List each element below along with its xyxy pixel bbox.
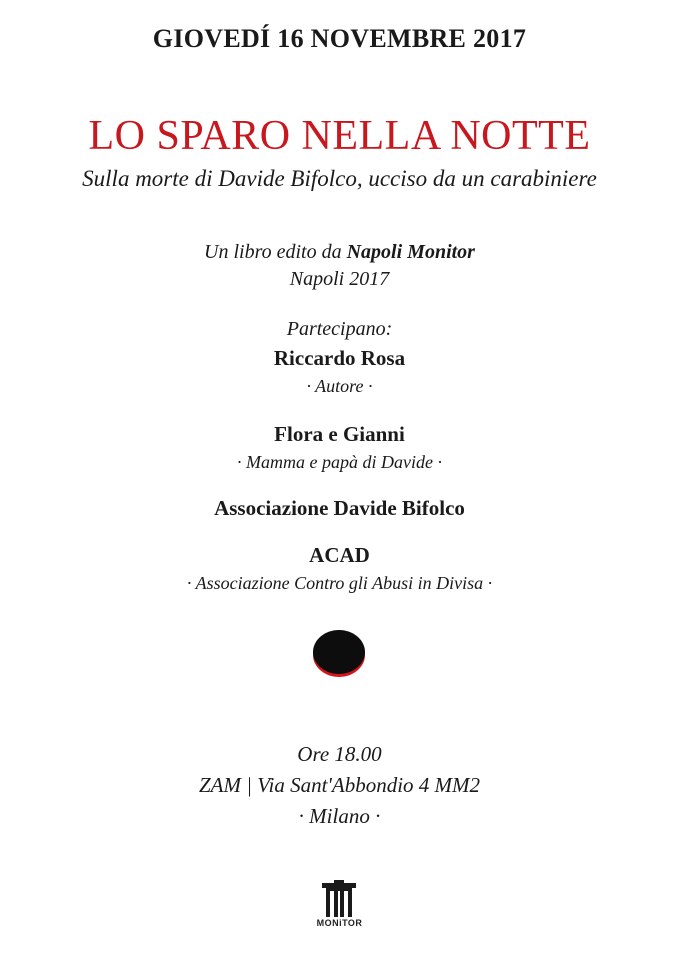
- publisher-name: Napoli Monitor: [346, 241, 475, 263]
- bullet-hole-icon: [311, 628, 367, 678]
- participant-name: Associazione Davide Bifolco: [214, 496, 465, 520]
- participant-name: Riccardo Rosa: [273, 346, 406, 370]
- participant-role: · Mamma e papà di Davide ·: [237, 452, 442, 472]
- participants-label: Partecipano:: [286, 318, 393, 340]
- event-time: Ore 18.00: [297, 742, 382, 766]
- participant-name: Flora e Gianni: [274, 422, 405, 446]
- book-prefix: Un libro edito da: [204, 241, 347, 263]
- participant-role: · Autore ·: [306, 376, 373, 396]
- book-publisher-line: [0, 241, 679, 264]
- logo-text: MONiTOR: [316, 918, 363, 928]
- page-title: LO SPARO NELLA NOTTE: [88, 113, 591, 159]
- book-place-year: Napoli 2017: [289, 268, 390, 290]
- participant-name: ACAD: [309, 543, 370, 567]
- event-venue: ZAM | Via Sant'Abbondio 4 MM2: [198, 773, 481, 797]
- participant-role: · Associazione Contro gli Abusi in Divisa ·: [186, 573, 493, 593]
- subtitle: Sulla morte di Davide Bifolco, ucciso da un carabiniere: [82, 166, 597, 191]
- event-city: · Milano ·: [298, 804, 381, 828]
- event-date: GIOVEDÍ 16 NOVEMBRE 2017: [152, 24, 527, 53]
